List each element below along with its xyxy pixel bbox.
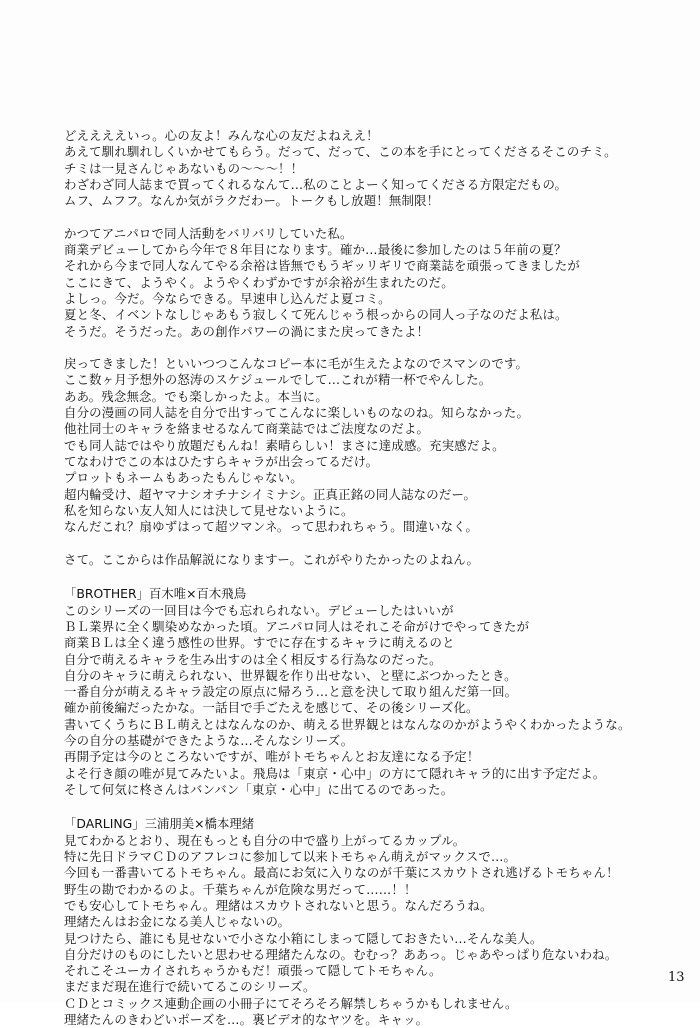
text-line: それこそユーカイされちゃうかもだ！頑張って隠してトモちゃん。 xyxy=(64,963,442,979)
text-line: かつてアニパロで同人活動をバリバリしていた私。 xyxy=(64,225,353,241)
transition-line: さて。ここからは作品解説になりますー。これがやりたかったのよねん。 xyxy=(64,551,480,567)
text-line: このシリーズの一回目は今でも忘れられない。デビューしたはいいが xyxy=(64,602,454,618)
text-line: 書いてくうちにＢＬ萌えとはなんなのか、萌える世界観とはなんなのかがようやくわかったような。 xyxy=(64,716,631,732)
text-line: てなわけでこの本はひたすらキャラが出会ってるだけ。 xyxy=(64,453,379,469)
text-line: ムフ、ムフフ。なんか気がラクだわー。トークもし放題！無制限！ xyxy=(64,193,440,209)
text-line: ああ。残念無念。でも楽しかったよ。本当に。 xyxy=(64,388,328,404)
text-line: 確か前後編だったかな。一話目で手ごたえを感じて、その後シリーズ化。 xyxy=(64,700,479,716)
text-line: 自分だけのものにしたいと思わせる理緒たんなの。むむっ？ああっ。じゃあやっぱり危ないわね。 xyxy=(64,946,618,962)
return-paragraph xyxy=(64,356,686,535)
text-line: 他社同士のキャラを絡ませるなんて商業誌ではご法度なのだよ。 xyxy=(64,421,430,437)
text-line: 理緒たんはお金になる美人じゃないの。 xyxy=(64,914,291,930)
text-line: 特に先日ドラマＣＤのアフレコに参加して以来トモちゃん萌えがマックスで…。 xyxy=(64,849,517,865)
darling-section xyxy=(64,816,686,1028)
text-line: チミは一見さんじゃあないもの～～～！！ xyxy=(64,160,304,176)
page-number: 13 xyxy=(668,970,685,985)
text-line: 私を知らない友人知人には決して見せないように。 xyxy=(64,502,354,518)
paragraph-gap xyxy=(64,340,686,356)
paragraph-gap xyxy=(64,209,686,225)
text-line: わざわざ同人誌まで買ってくれるなんて…私のことよーく知ってくださる方限定だもの。 xyxy=(64,176,568,192)
text-line: そうだ。そうだった。あの創作パワーの渦にまた戻ってきたよ！ xyxy=(64,323,430,339)
text-line: ここ数ヶ月予想外の怒涛のスケジュールでして…これが精一杯でやんした。 xyxy=(64,372,492,388)
paragraph-gap xyxy=(64,798,686,814)
brother-section xyxy=(64,586,686,798)
text-line: まだまだ現在進行で続いてるこのシリーズ。 xyxy=(64,979,316,995)
paragraph-gap xyxy=(64,568,686,584)
text-line: ＣＤとコミックス連動企画の小冊子にてそろそろ解禁しちゃうかもしれません。 xyxy=(64,995,518,1011)
text-line: 見てわかるとおり、現在もっとも自分の中で盛り上がってるカップル。 xyxy=(64,832,466,848)
text-line: 一番自分が萌えるキャラ設定の原点に帰ろう…と意を決して取り組んだ第一回。 xyxy=(64,684,518,700)
text-line: ここにきて、ようやく。ようやくわずかですが余裕が生まれたのだ。 xyxy=(64,274,454,290)
text-line: プロットもネームもあったもんじゃない。 xyxy=(64,470,303,486)
text-line: 今の自分の基礎ができたような…そんなシリーズ。 xyxy=(64,732,354,748)
text-line: そして何気に柊さんはバンバン「東京・心中」に出てるのであった。 xyxy=(64,781,454,797)
afterword-text xyxy=(64,128,686,1028)
history-paragraph xyxy=(64,226,686,340)
brother-heading: 「BROTHER」百木唯×百木飛鳥 xyxy=(64,586,247,602)
text-line: 野生の勘でわかるのよ。千葉ちゃんが危険な男だって……！！ xyxy=(64,881,417,897)
text-line: 見つけたら、誰にも見せないで小さな小箱にしまって隠しておきたい…そんな美人。 xyxy=(64,930,543,946)
text-line: 自分のキャラに萌えられない、世界観を作り出せない、と壁にぶつかったとき。 xyxy=(64,667,517,683)
text-line: でも安心してトモちゃん。理緒はスカウトされないと思う。なんだろうね。 xyxy=(64,897,493,913)
text-line: 再開予定は今のところないですが、唯がトモちゃんとお友達になる予定！ xyxy=(64,749,480,765)
text-line: 今回も一番書いてるトモちゃん。最高にお気に入りなのが千葉にスカウトされ逃げるトモちゃん！ xyxy=(64,865,619,881)
paragraph-gap xyxy=(64,535,686,551)
text-line: 戻ってきました！といいつつこんなコピー本に毛が生えたよなのでスマンのです。 xyxy=(64,356,529,372)
text-line: 商業デビューしてから今年で８年目になります。確か…最後に参加したのは５年前の夏？ xyxy=(64,242,567,258)
text-line: ＢＬ業界に全く馴染めなかった頃。アニパロ同人はそれこそ命がけでやってきたが xyxy=(64,618,530,634)
darling-heading: 「DARLING」三浦朋美×橋本理緒 xyxy=(64,816,255,832)
text-line: どええええいっ。心の友よ！みんな心の友だよねええ！ xyxy=(64,128,379,143)
text-line: 理緒たんのきわどいポーズを…。裏ビデオ的なヤツを。キャッ。 xyxy=(64,1012,429,1028)
text-line: でも同人誌ではやり放題だもんね！素晴らしい！まさに達成感。充実感だよ。 xyxy=(64,437,505,453)
text-line: 超内輪受け、超ヤマナシオチナシイミナシ。正真正銘の同人誌なのだー。 xyxy=(64,486,477,502)
text-line: 夏と冬、イベントなしじゃあもう寂しくて死んじゃう根っからの同人っ子なのだよ私は。 xyxy=(64,307,568,323)
text-line: よしっ。今だ。今ならできる。早速申し込んだよ夏コミ。 xyxy=(64,290,391,306)
text-line: なんだこれ？扇ゆずはって超ツマンネ。って思われちゃう。間違いなく。 xyxy=(64,519,479,535)
text-line: 自分で萌えるキャラを生み出すのは全く相反する行為なのだった。 xyxy=(64,651,442,667)
text-line: それから今まで同人なんてやる余裕は皆無でもうギッリギリで商業誌を頑張ってきましたが xyxy=(64,258,580,274)
text-line: よそ行き顔の唯が見てみたいよ。飛鳥は「東京・心中」の方にて隠れキャラ的に出す予定だよ。 xyxy=(64,765,606,781)
text-line: 商業ＢＬは全く違う感性の世界。すでに存在するキャラに萌えるのと xyxy=(64,635,455,651)
intro-paragraph xyxy=(64,128,686,209)
text-line: あえて馴れ馴れしくいかせてもらう。だって、だって、この本を手にとってくださるそこのチミ。 xyxy=(64,144,617,160)
text-line: 自分の漫画の同人誌を自分で出すってこんなに楽しいものなのね。知らなかった。 xyxy=(64,405,530,421)
